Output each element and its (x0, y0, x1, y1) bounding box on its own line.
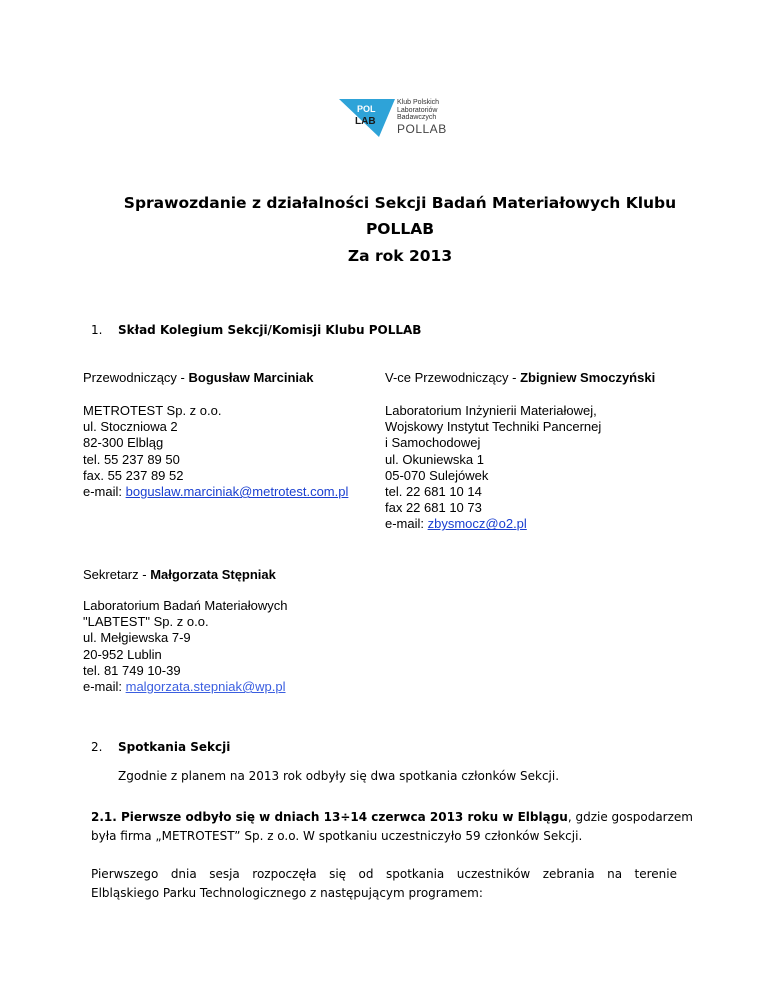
address-line: tel. 81 749 10-39 (83, 662, 181, 678)
address-line: 82-300 Elbląg (83, 435, 164, 451)
paragraph-line: Elbląskiego Parku Technologicznego z następującym programem: (91, 886, 483, 900)
pollab-logo (335, 97, 495, 139)
logo-line: Badawczych (397, 114, 437, 121)
section-title: Skład Kolegium Sekcji/Komisji Klubu POLLAB (118, 323, 422, 337)
email-label: e-mail: (83, 484, 126, 500)
paragraph-program (91, 865, 677, 903)
address-line: METROTEST Sp. z o.o. (83, 403, 222, 418)
paragraph-2-1 (91, 808, 693, 846)
address-line: tel. 55 237 89 50 (83, 451, 180, 467)
paragraph-bold: 2.1. Pierwsze odbyło się w dniach 13÷14 czerwca 2013 roku w Elblągu (91, 810, 568, 824)
secretary-address (83, 598, 288, 695)
logo-text (397, 99, 497, 136)
vice-chair-role-line (385, 370, 655, 386)
paragraph-line (91, 808, 693, 827)
svg-text:POL: POL (357, 104, 376, 114)
chair-email-link[interactable]: boguslaw.marciniak@metrotest.com.pl (125, 484, 349, 500)
address-line: Laboratorium Inżynierii Materiałowej, (385, 403, 597, 418)
svg-text:LAB: LAB (355, 116, 376, 127)
address-line: 05-070 Sulejówek (385, 467, 489, 483)
address-line: "LABTEST" Sp. z o.o. (83, 614, 209, 630)
address-line: Wojskowy Instytut Techniki Pancernej (385, 419, 602, 435)
section-number: 2. (91, 740, 103, 754)
address-line: Laboratorium Badań Materiałowych (83, 598, 288, 613)
secretary-email-link[interactable]: malgorzata.stepniak@wp.pl (125, 679, 286, 695)
report-year: Za rok 2013 (347, 247, 453, 265)
address-line: ul. Stoczniowa 2 (83, 419, 178, 435)
secretary-role: Sekretarz - (83, 567, 151, 582)
address-line: ul. Mełgiewska 7-9 (83, 630, 191, 646)
address-line: i Samochodowej (385, 435, 481, 451)
chair-role: Przewodniczący - (83, 370, 189, 385)
address-line: tel. 22 681 10 14 (385, 484, 482, 500)
paragraph-line: była firma „METROTEST” Sp. z o.o. W spotkaniu uczestniczyło 59 członków Sekcji. (91, 829, 583, 843)
section-2-intro: Zgodnie z planem na 2013 rok odbyły się dwa spotkania członków Sekcji. (118, 769, 560, 783)
email-line (385, 516, 601, 532)
address-line: 20-952 Lublin (83, 646, 162, 662)
title-line-1: Sprawozdanie z działalności Sekcji Badań Materiałowych Klubu (123, 194, 677, 212)
vice-chair-address (385, 403, 601, 533)
logo-line: Laboratoriów (397, 106, 438, 114)
vice-chair-name: Zbigniew Smoczyński (520, 370, 656, 385)
paragraph-line: Pierwszego dnia sesja rozpoczęła się od spotkania uczestników zebrania na terenie (91, 867, 677, 881)
email-label: e-mail: (83, 679, 126, 695)
address-line: ul. Okuniewska 1 (385, 451, 484, 467)
secretary-name: Małgorzata Stępniak (150, 567, 276, 582)
address-line: fax 22 681 10 73 (385, 500, 482, 516)
address-line: fax. 55 237 89 52 (83, 467, 184, 483)
vice-chair-email-link[interactable]: zbysmocz@o2.pl (427, 516, 527, 532)
email-line (83, 679, 288, 695)
section-title: Spotkania Sekcji (118, 740, 231, 754)
section-number: 1. (91, 323, 103, 337)
paragraph-rest: , gdzie gospodarzem (567, 810, 693, 824)
title-line-2: POLLAB (365, 220, 435, 238)
pollab-badge-icon (335, 97, 397, 139)
chair-address (83, 403, 348, 500)
chair-name: Bogusław Marciniak (188, 370, 314, 385)
vice-chair-role: V-ce Przewodniczący - (385, 370, 521, 385)
chair-role-line (83, 370, 313, 386)
report-title (100, 190, 700, 242)
logo-line: Klub Polskich (397, 99, 440, 106)
email-line (83, 484, 348, 500)
email-label: e-mail: (385, 516, 428, 532)
secretary-role-line (83, 567, 276, 583)
logo-brand: POLLAB (397, 121, 447, 136)
